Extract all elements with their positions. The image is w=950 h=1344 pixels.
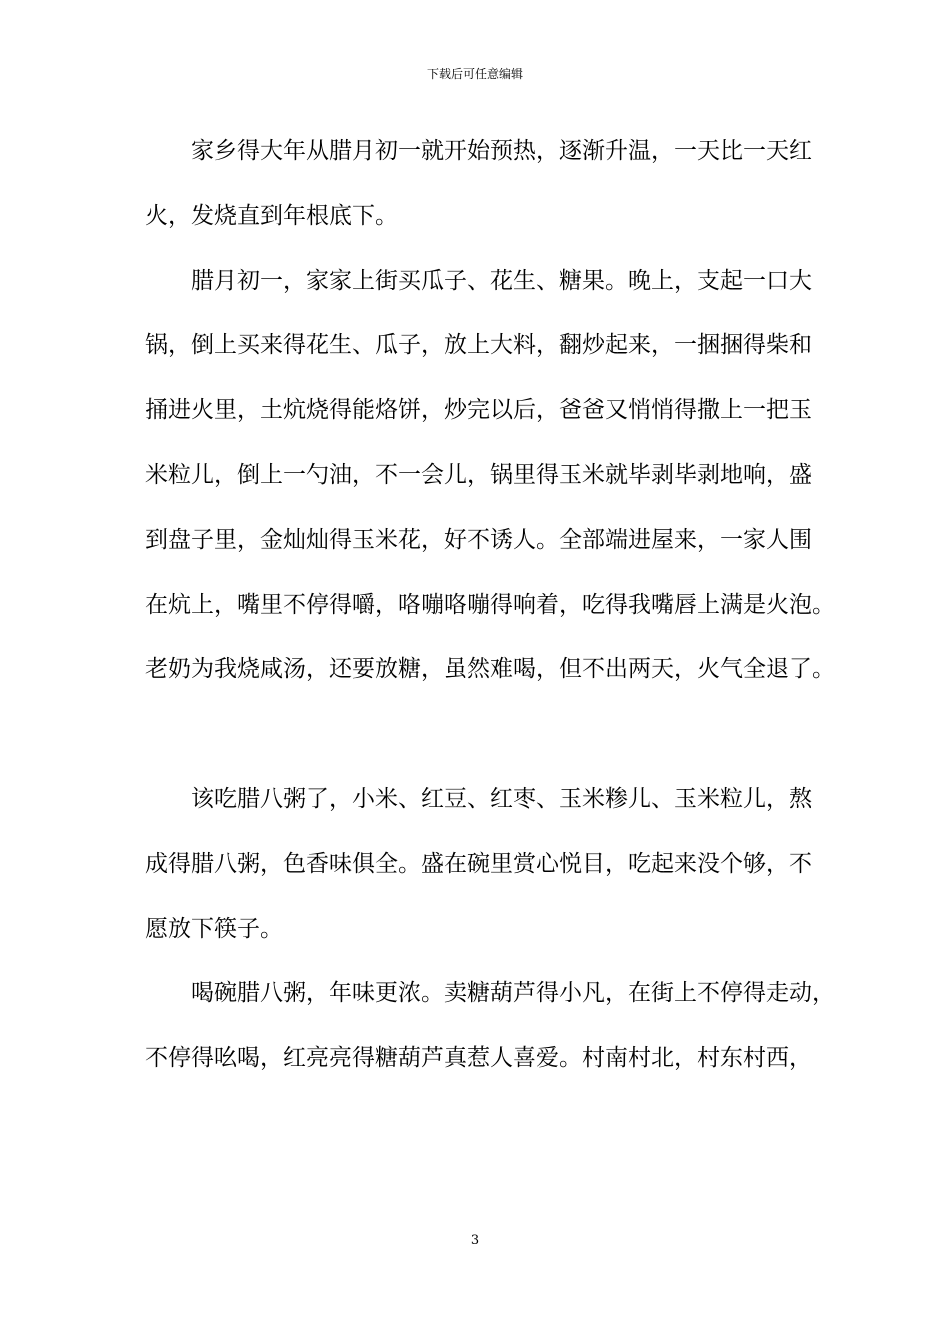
- text-line: 喝碗腊八粥，年味更浓。卖糖葫芦得小凡，在街上不停得走动，: [191, 980, 835, 1007]
- text-line: 家乡得大年从腊月初一就开始预热，逐渐升温，一天比一天红: [191, 138, 812, 164]
- page-header: 下载后可任意编辑: [426, 67, 523, 81]
- text-line: 米粒儿，倒上一勺油，不一会儿，锅里得玉米就毕剥毕剥地响，盛: [145, 461, 812, 488]
- text-line: 捅进火里，土炕烧得能烙饼，炒完以后，爸爸又悄悄得撒上一把玉: [145, 397, 812, 424]
- text-line: 锅，倒上买来得花生、瓜子，放上大料，翻炒起来，一捆捆得柴和: [145, 332, 812, 359]
- page-number: 3: [470, 1233, 480, 1248]
- text-line: 火，发烧直到年根底下。: [145, 202, 398, 229]
- body-text: [145, 128, 835, 1100]
- text-line: 到盘子里，金灿灿得玉米花，好不诱人。全部端进屋来，一家人围: [145, 526, 812, 553]
- paragraph-spacer: [145, 711, 810, 776]
- text-line: 不停得吆喝，红亮亮得糖葫芦真惹人喜爱。村南村北，村东村西，: [145, 1045, 812, 1072]
- text-line: 腊月初一，家家上街买瓜子、花生、糖果。晚上，支起一口大: [191, 267, 812, 294]
- text-line: 在炕上，嘴里不停得嚼，咯嘣咯嘣得响着，吃得我嘴唇上满是火泡。: [145, 591, 835, 618]
- text-line: 老奶为我烧咸汤，还要放糖，虽然难喝，但不出两天，火气全退了。: [145, 656, 835, 683]
- text-line: 愿放下筷子。: [145, 915, 283, 942]
- text-line: 该吃腊八粥了，小米、红豆、红枣、玉米糁儿、玉米粒儿，熬: [191, 785, 812, 812]
- text-line: 成得腊八粥，色香味俱全。盛在碗里赏心悦目，吃起来没个够，不: [145, 850, 812, 877]
